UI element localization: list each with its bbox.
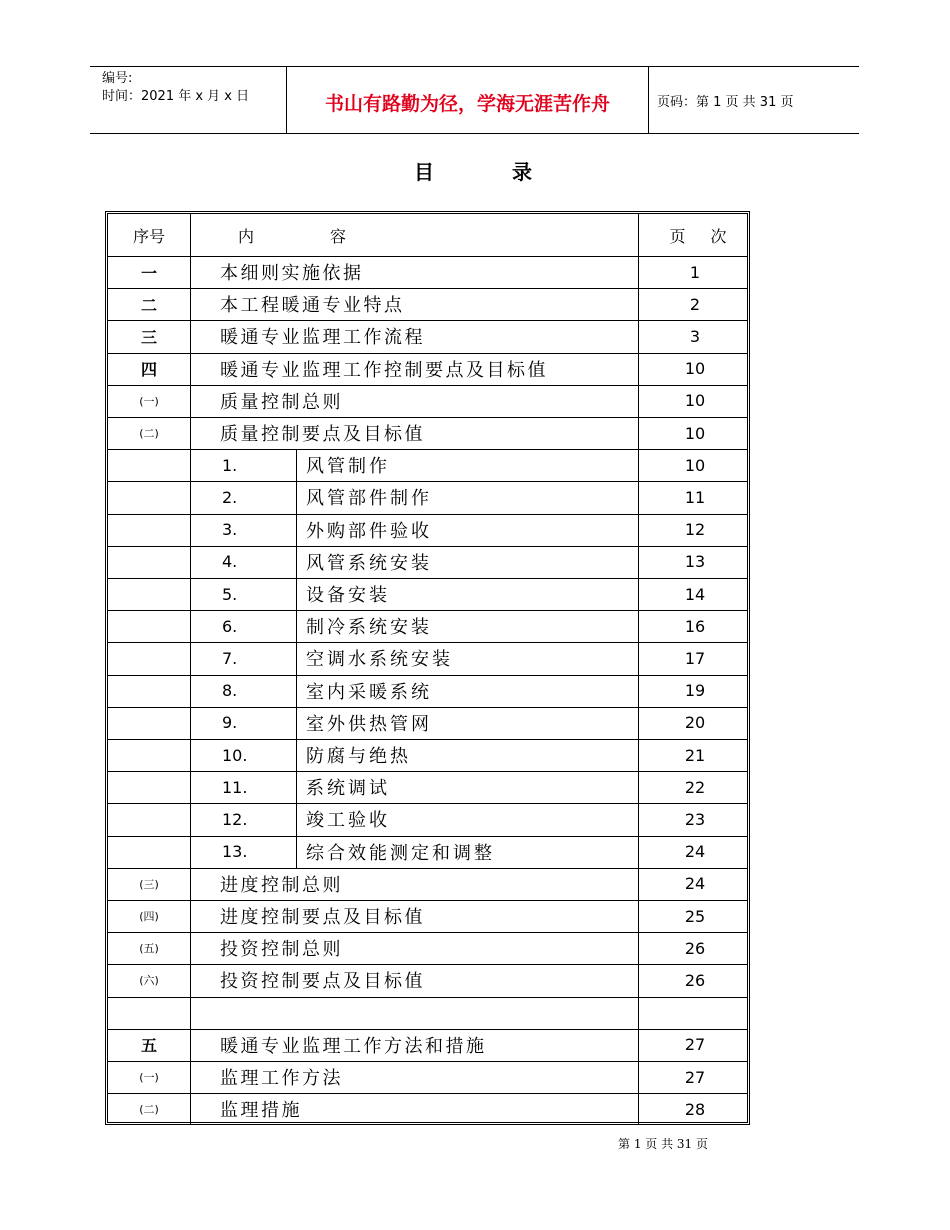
toc-entry-text[interactable]: 制冷系统安装 [306,617,432,639]
title-char-2: 录 [512,160,532,184]
document-header [90,66,859,134]
toc-row [108,288,747,321]
toc-row [108,353,747,386]
toc-row [108,739,747,772]
toc-page-number: 26 [684,938,706,958]
toc-page-number: 24 [684,842,706,862]
toc-sub-number: 7. [222,648,238,668]
toc-seq [108,642,190,674]
toc-row [108,578,747,611]
toc-row [108,546,747,579]
toc-row [108,481,747,514]
toc-seq: 五 [140,1036,157,1056]
toc-row [108,868,747,901]
toc-row [108,610,747,643]
header-motto-cell [286,67,649,133]
time-label: 时间：2021 年 x 月 x 日 [102,89,250,104]
toc-sub-number: 1. [222,455,238,475]
toc-seq [108,449,190,481]
toc-page-number: 11 [684,487,706,507]
toc-entry-text[interactable]: 系统调试 [306,778,390,800]
toc-row [108,803,747,836]
toc-entry-text[interactable]: 进度控制要点及目标值 [220,907,425,929]
toc-page-number: 27 [684,1067,706,1087]
toc-seq [108,771,190,803]
toc-entry-text[interactable]: 竣工验收 [306,810,390,832]
toc-entry-text[interactable]: 风管系统安装 [306,552,432,574]
toc-sub-number: 2. [222,487,238,507]
toc-page-number: 27 [684,1035,706,1055]
toc-seq [108,707,190,739]
toc-row [108,836,747,869]
toc-row [108,1029,747,1062]
toc-page-number: 22 [684,777,706,797]
toc-entry-text[interactable]: 风管制作 [306,456,390,478]
toc-row [108,1061,747,1094]
toc-row [108,771,747,804]
toc-page-number: 14 [684,584,706,604]
toc-entry-text[interactable]: 设备安装 [306,585,390,607]
toc-sub-number: 10. [222,745,248,765]
toc-page-number: 25 [684,906,706,926]
header-content-1: 内 [238,226,255,246]
toc-entry-text[interactable]: 防腐与绝热 [306,746,411,768]
header-seq: 序号 [132,226,165,246]
toc-entry-text[interactable]: 室外供热管网 [306,713,432,735]
toc-entry-text[interactable]: 监理工作方法 [220,1068,343,1090]
toc-entry-text[interactable]: 外购部件验收 [306,520,432,542]
toc-entry-text[interactable]: 空调水系统安装 [306,649,453,671]
toc-row [108,707,747,740]
toc-seq: (三) [139,877,159,891]
page-info: 页码：第 1 页 共 31 页 [657,95,794,110]
toc-seq: (一) [139,1071,159,1085]
toc-seq: (二) [139,427,159,441]
header-content-2: 容 [330,226,347,246]
toc-row [108,997,747,1030]
toc-entry-text[interactable]: 进度控制总则 [220,874,343,896]
toc-entry-text[interactable]: 质量控制要点及目标值 [220,424,425,446]
toc-seq: 二 [140,295,157,315]
toc-page-number: 10 [684,359,706,379]
toc-seq [108,481,190,513]
toc-entry-text[interactable]: 投资控制总则 [220,939,343,961]
toc-sub-number: 11. [222,777,248,797]
toc-seq: (六) [139,974,159,988]
toc-entry-text[interactable]: 本细则实施依据 [220,263,364,285]
toc-seq [108,739,190,771]
toc-sub-number: 4. [222,552,238,572]
toc-seq [108,803,190,835]
toc-sub-number: 5. [222,584,238,604]
toc-row [108,256,747,289]
toc-entry-text[interactable]: 暖通专业监理工作控制要点及目标值 [220,359,548,381]
toc-seq: 一 [140,263,157,283]
toc-seq: (四) [139,910,159,924]
toc-seq [108,836,190,868]
toc-row [108,900,747,933]
toc-entry-text[interactable]: 本工程暖通专业特点 [220,295,405,317]
toc-page-number: 17 [684,648,706,668]
toc-entry-text[interactable]: 综合效能测定和调整 [306,842,495,864]
toc-header-row [108,214,747,257]
toc-row [108,320,747,353]
toc-page-number: 20 [684,713,706,733]
toc-page-number: 1 [689,262,701,282]
toc-page-number: 28 [684,1099,706,1119]
toc-sub-number: 13. [222,842,248,862]
toc-sub-number: 9. [222,713,238,733]
toc-seq [108,546,190,578]
toc-page-number: 26 [684,970,706,990]
toc-entry-text[interactable]: 暖通专业监理工作流程 [220,327,425,349]
toc-entry-text[interactable]: 投资控制要点及目标值 [220,971,425,993]
toc-seq: (一) [139,394,159,408]
toc-page-number: 10 [684,455,706,475]
toc-row [108,1093,747,1125]
toc-seq: 三 [140,327,157,347]
toc-page-number: 13 [684,552,706,572]
toc-row [108,964,747,997]
toc-page-number: 10 [684,423,706,443]
motto-text: 书山有路勤为径，学海无涯苦作舟 [324,93,610,115]
toc-row [108,932,747,965]
toc-page-number: 24 [684,874,706,894]
toc-row [108,417,747,450]
toc-seq: (五) [139,942,159,956]
toc-seq: 四 [140,360,157,380]
toc-table [105,211,750,1125]
toc-seq [108,514,190,546]
toc-sub-number: 8. [222,681,238,701]
toc-entry-text[interactable]: 室内采暖系统 [306,681,432,703]
toc-row [108,642,747,675]
toc-sub-number: 3. [222,520,238,540]
toc-sub-number: 12. [222,809,248,829]
toc-seq: (二) [139,1103,159,1117]
toc-entry-text[interactable]: 暖通专业监理工作方法和措施 [220,1035,487,1057]
toc-page-number: 19 [684,681,706,701]
toc-page-number: 21 [684,745,706,765]
toc-seq [108,578,190,610]
toc-seq [108,997,190,1029]
header-page: 页 次 [669,226,737,246]
toc-entry-text[interactable]: 风管部件制作 [306,488,432,510]
toc-entry-text[interactable]: 质量控制总则 [220,391,343,413]
toc-page-number: 12 [684,520,706,540]
code-label: 编号: [102,71,133,86]
toc-page-number: 10 [684,391,706,411]
header-meta [90,67,286,133]
footer-text: 第 1 页 共 31 页 [618,1137,708,1151]
toc-page-number: 23 [684,809,706,829]
toc-page-number: 2 [689,294,701,314]
toc-page-number [640,997,750,1029]
toc-row [108,514,747,547]
toc-seq [108,675,190,707]
toc-page-number: 3 [689,326,701,346]
toc-row [108,385,747,418]
toc-row [108,675,747,708]
toc-page-number: 16 [684,616,706,636]
toc-sub-number: 6. [222,616,238,636]
toc-row [108,449,747,482]
toc-entry-text[interactable]: 监理措施 [220,1100,302,1122]
toc-seq [108,610,190,642]
title-char-1: 目 [414,160,434,184]
